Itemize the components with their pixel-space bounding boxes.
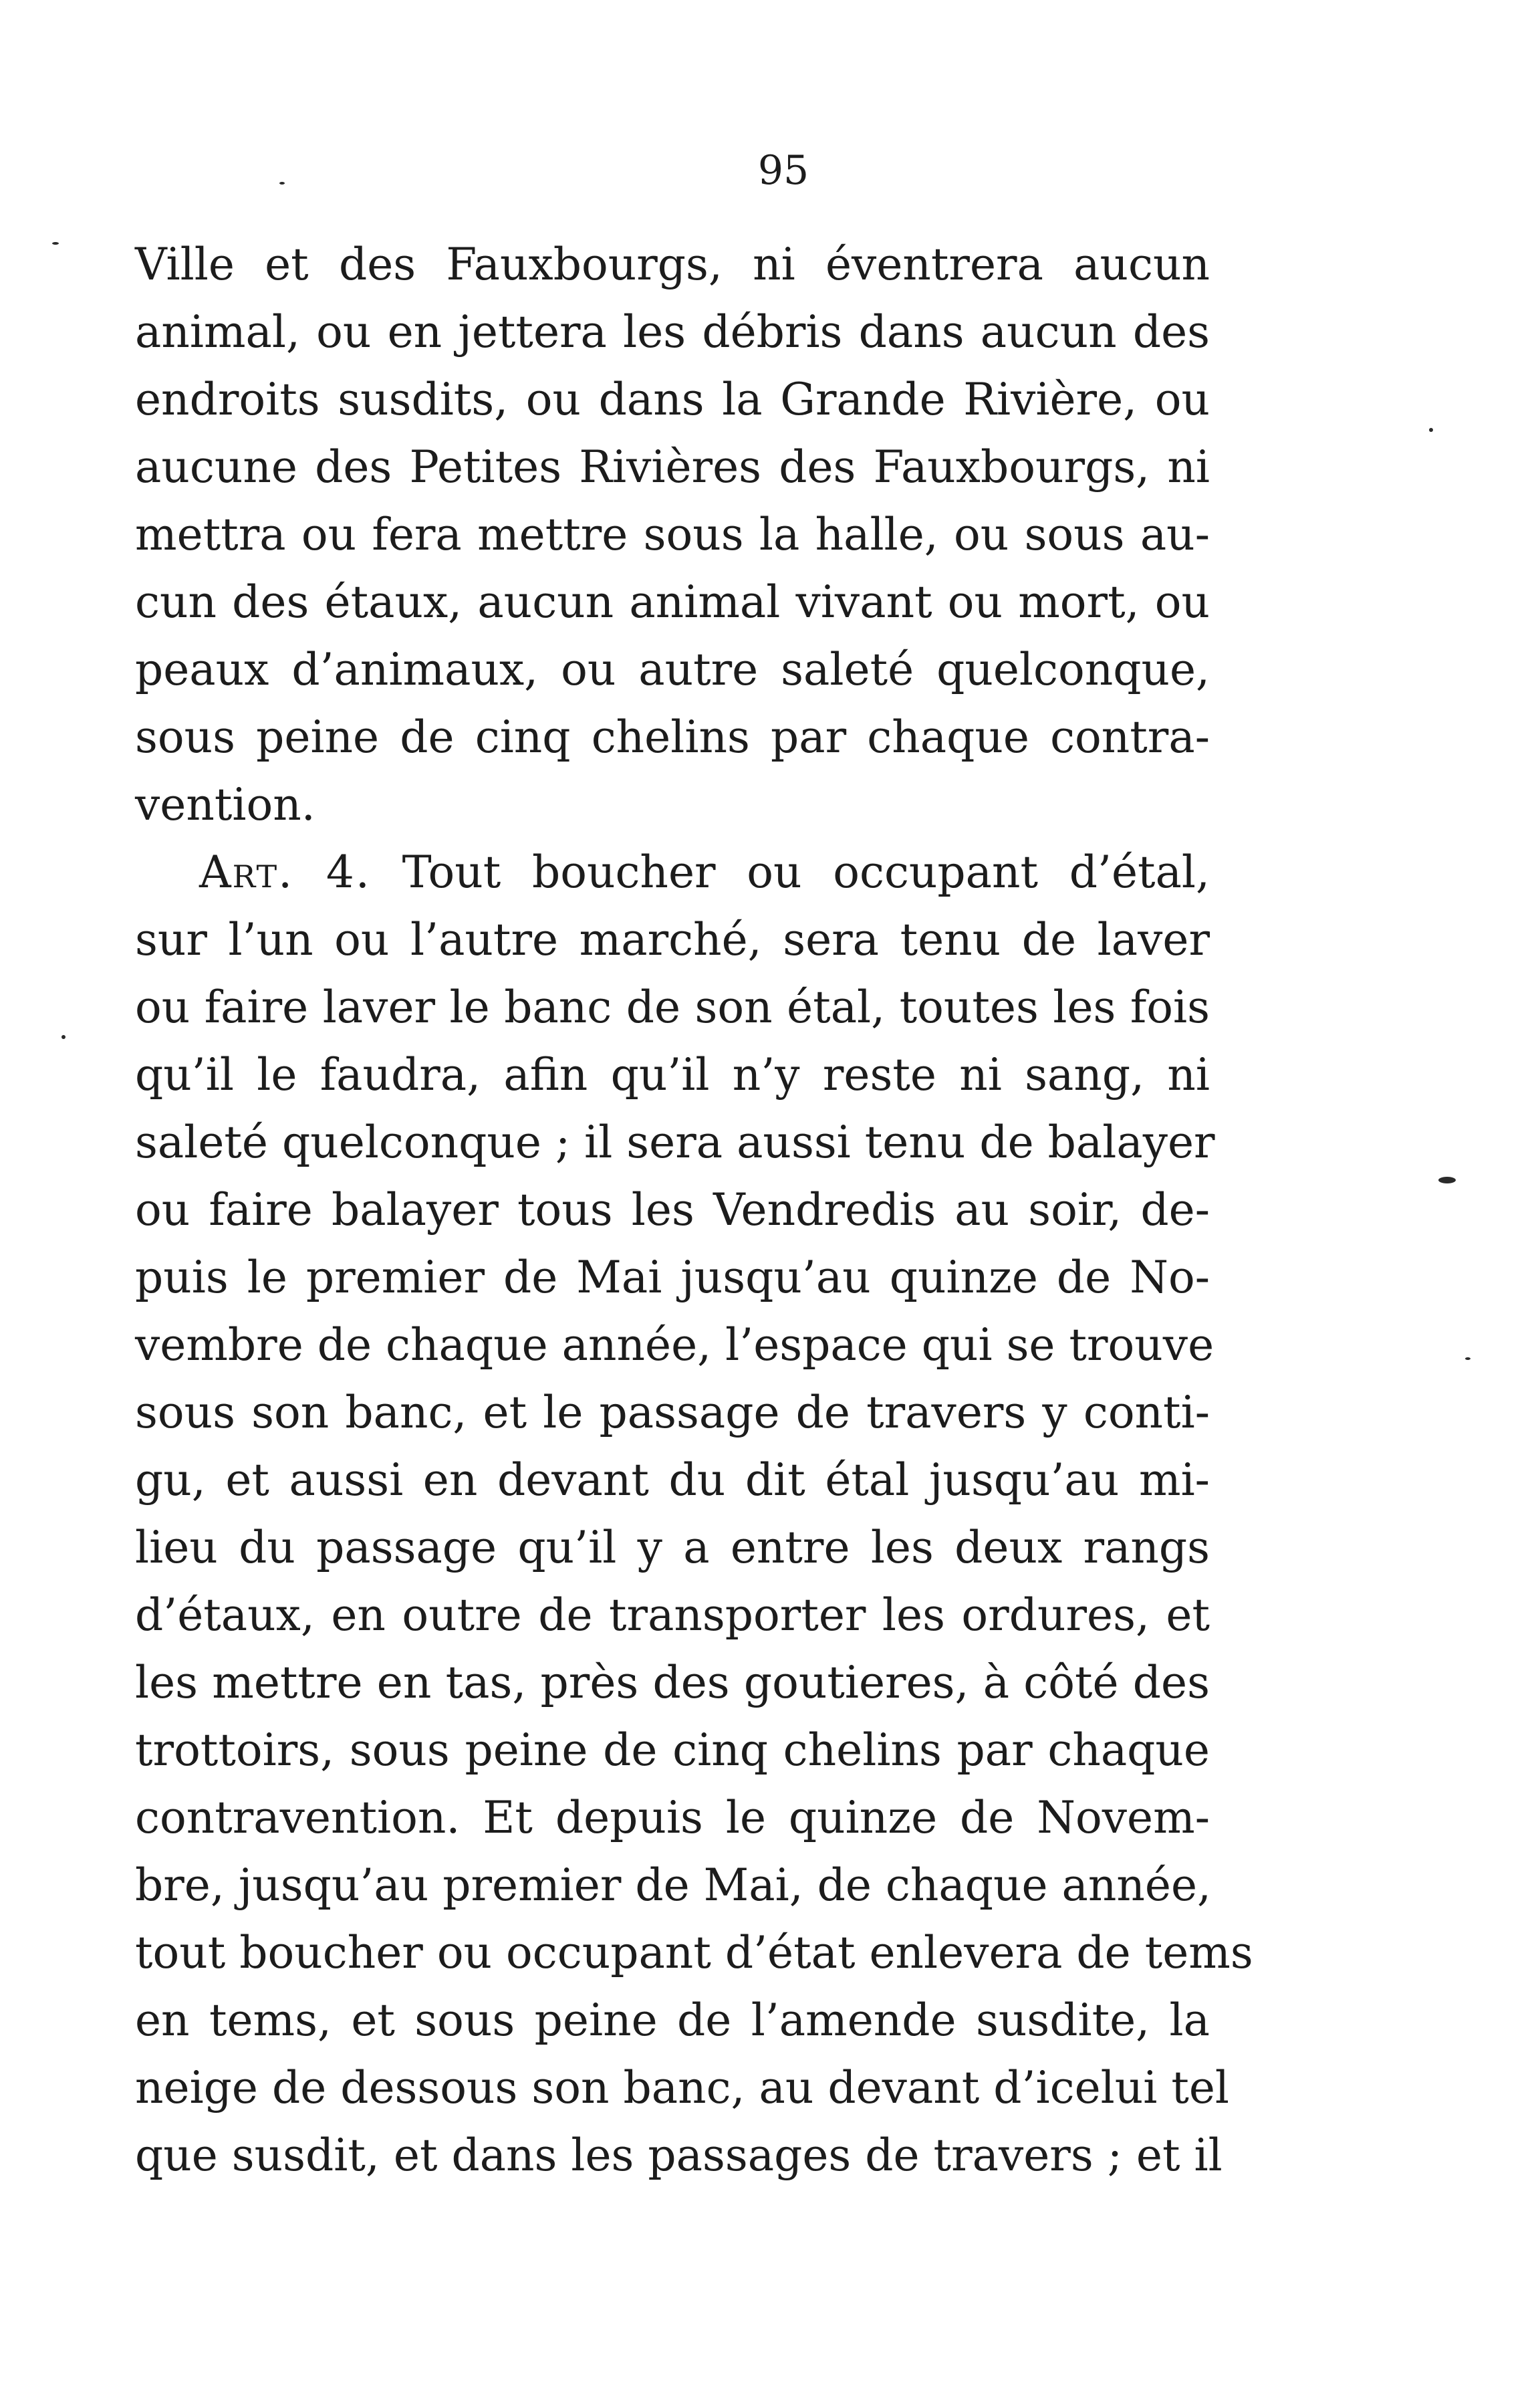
- ink-speck: [1438, 1177, 1456, 1183]
- text-line: qu’il le faudra, afin qu’il n’y reste ni sang, ni: [135, 1049, 1210, 1101]
- text-line: ou faire balayer tous les Vendredis au soir, de-: [135, 1184, 1210, 1236]
- ink-speck: [1429, 428, 1433, 432]
- text-line: sous son banc, et le passage de travers y conti-: [135, 1387, 1210, 1438]
- text-line: puis le premier de Mai jusqu’au quinze de No-: [135, 1252, 1210, 1303]
- ink-speck: [1465, 1357, 1470, 1360]
- ink-speck: [279, 182, 285, 185]
- text-line: neige de dessous son banc, au devant d’icelui tel: [135, 2062, 1230, 2114]
- article-text: Tout boucher ou occupant d’étal,: [402, 846, 1210, 898]
- text-line: d’étaux, en outre de transporter les ordures, et: [135, 1589, 1210, 1641]
- text-line: vention.: [135, 779, 315, 830]
- text-line: sous peine de cinq chelins par chaque contra-: [135, 711, 1210, 763]
- text-line: en tems, et sous peine de l’amende susdite, la: [135, 1994, 1210, 2046]
- text-line: lieu du passage qu’il y a entre les deux rangs: [135, 1522, 1210, 1573]
- ink-speck: [52, 242, 59, 245]
- body-text: [135, 231, 1253, 2189]
- text-line: bre, jusqu’au premier de Mai, de chaque année,: [135, 1859, 1212, 1911]
- text-line: gu, et aussi en devant du dit étal jusqu’au mi-: [135, 1454, 1210, 1506]
- text-line: que susdit, et dans les passages de travers ; et il: [135, 2130, 1223, 2181]
- text-line: tout boucher ou occupant d’état enlevera de tems: [135, 1927, 1253, 1978]
- text-line: trottoirs, sous peine de cinq chelins par chaque: [135, 1724, 1210, 1776]
- text-line: endroits susdits, ou dans la Grande Rivière, ou: [135, 374, 1210, 425]
- text-line: cun des étaux, aucun animal vivant ou mort, ou: [135, 576, 1210, 628]
- text-line: sur l’un ou l’autre marché, sera tenu de laver: [135, 914, 1210, 965]
- text-line: peaux d’animaux, ou autre saleté quelconque,: [135, 644, 1210, 695]
- text-line: animal, ou en jettera les débris dans aucun des: [135, 306, 1210, 358]
- text-line: ou faire laver le banc de son étal, toutes les fois: [135, 982, 1210, 1033]
- text-line: contravention. Et depuis le quinze de Novem-: [135, 1792, 1210, 1843]
- text-line: saleté quelconque ; il sera aussi tenu de balayer: [135, 1117, 1215, 1168]
- text-line: aucune des Petites Rivières des Fauxbourgs, ni: [135, 441, 1210, 493]
- text-line: vembre de chaque année, l’espace qui se trouve: [135, 1319, 1214, 1371]
- text-line: les mettre en tas, près des goutieres, à côté des: [135, 1657, 1210, 1708]
- article-number: Art. 4.: [199, 846, 371, 898]
- article-line: [135, 838, 1210, 906]
- ink-speck: [61, 1035, 66, 1039]
- text-line: mettra ou fera mettre sous la halle, ou sous au-: [135, 509, 1210, 560]
- page-number: 95: [757, 147, 809, 194]
- text-line: Ville et des Fauxbourgs, ni éventrera aucun: [135, 239, 1210, 290]
